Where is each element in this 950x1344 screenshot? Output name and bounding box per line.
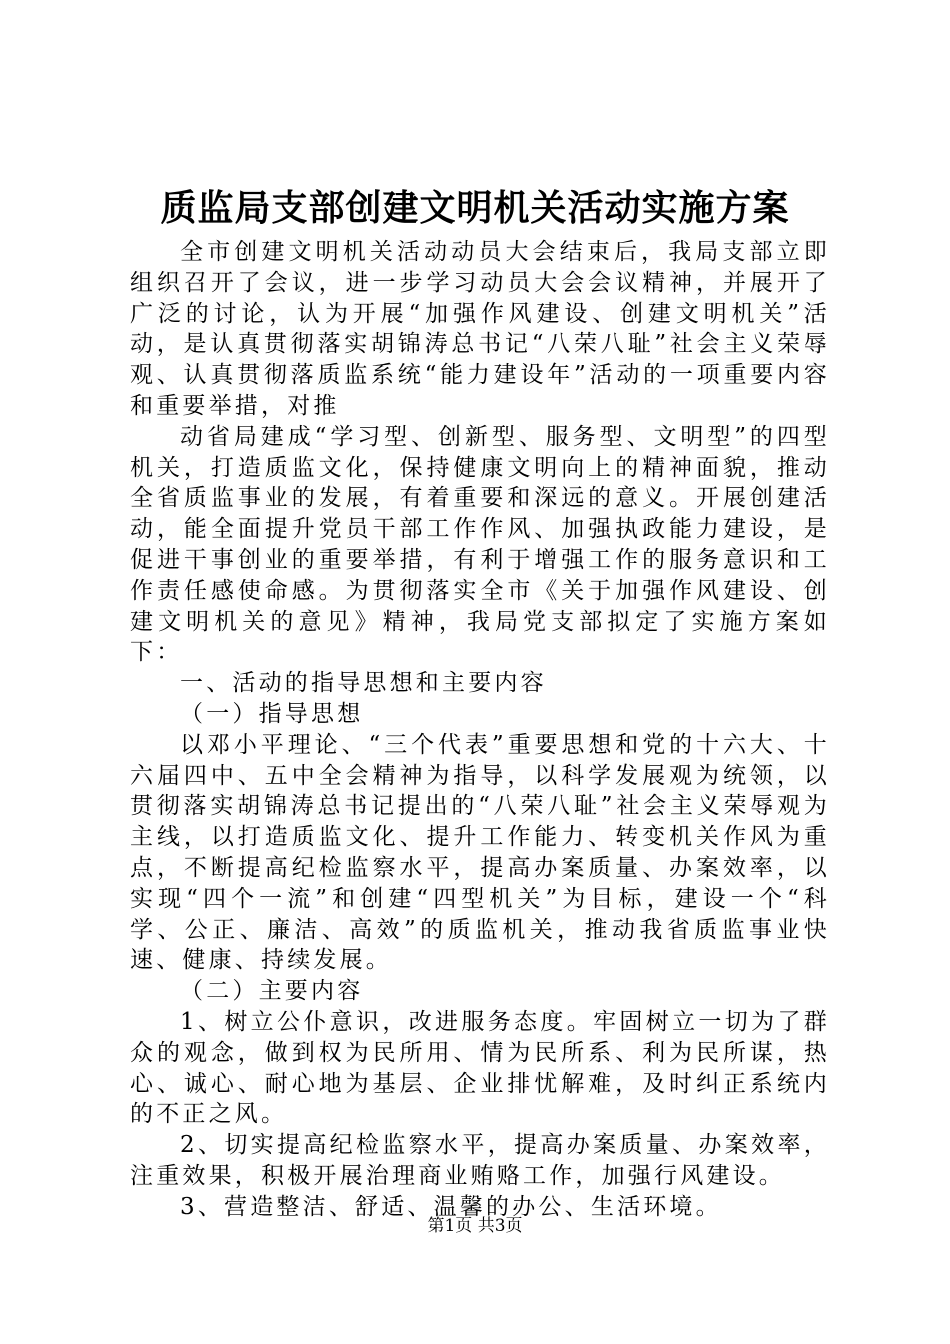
list-item-1: 1、树立公仆意识，改进服务态度。牢固树立一切为了群众的观念，做到权为民所用、情为民所系、利为民所谋，热心、诚心、耐心地为基层、企业排忧解难，及时纠正系统内的不正之风。 xyxy=(130,1008,830,1128)
list-item-2: 2、切实提高纪检监察水平，提高办案质量、办案效率，注重效果，积极开展治理商业贿赂工作，加强行风建设。 xyxy=(130,1132,830,1189)
section-heading-1: 一、活动的指导思想和主要内容 xyxy=(180,670,547,697)
paragraph-intro: 全市创建文明机关活动动员大会结束后，我局支部立即组织召开了会议，进一步学习动员大会会议精神，并展开了广泛的讨论，认为开展“加强作风建设、创建文明机关”活动，是认真贯彻落实胡锦涛总书记“八荣八耻”社会主义荣辱观、认真贯彻落质监系统“能力建设年”活动的一项重要内容和重要举措，对推 xyxy=(130,239,830,419)
paragraph-guiding-ideology: 以邓小平理论、“三个代表”重要思想和党的十六大、十六届四中、五中全会精神为指导，以科学发展观为统领，以贯彻落实胡锦涛总书记提出的“八荣八耻”社会主义荣辱观为主线，以打造质监文化、提升工作能力、转变机关作风为重点，不断提高纪检监察水平，提高办案质量、办案效率，以实现“四个一流”和创建“四型机关”为目标，建设一个“科学、公正、廉洁、高效”的质监机关，推动我省质监事业快速、健康、持续发展。 xyxy=(130,731,830,974)
subsection-heading-2: （二）主要内容 xyxy=(180,978,364,1005)
subsection-heading-1: （一）指导思想 xyxy=(180,700,364,727)
document-body xyxy=(130,237,830,1223)
page-footer: 第1页 共3页 xyxy=(427,1216,523,1236)
list-item-3: 3、营造整洁、舒适、温馨的办公、生活环境。 xyxy=(180,1193,722,1220)
document-title: 质监局支部创建文明机关活动实施方案 xyxy=(160,187,790,229)
paragraph-significance: 动省局建成“学习型、创新型、服务型、文明型”的四型机关，打造质监文化，保持健康文明向上的精神面貌，推动全省质监事业的发展，有着重要和深远的意义。开展创建活动，能全面提升党员干部工作作风、加强执政能力建设，是促进干事创业的重要举措，有利于增强工作的服务意识和工作责任感使命感。为贯彻落实全市《关于加强作风建设、创建文明机关的意见》精神，我局党支部拟定了实施方案如下： xyxy=(130,423,830,666)
